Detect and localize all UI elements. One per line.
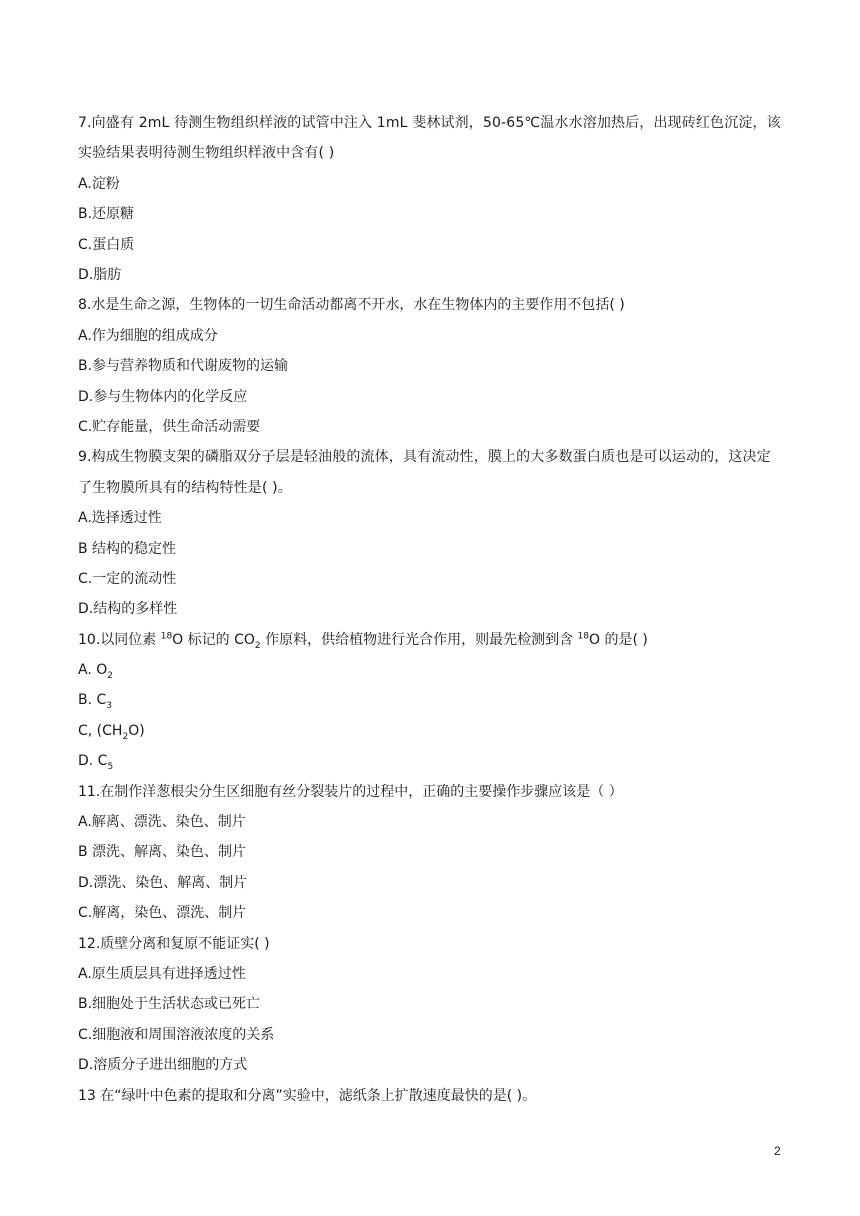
question-12-option-b: B.细胞处于生活状态或已死亡 <box>78 996 261 1013</box>
question-10-option-c <box>78 716 784 746</box>
question-8-option-1: A.作为细胞的组成成分 <box>78 327 218 344</box>
q10-co2-sub: 2 <box>254 640 261 651</box>
question-7-option-c: C.蛋白质 <box>78 236 135 253</box>
question-10-option-b <box>78 685 784 715</box>
question-12-option-c: C.细胞液和周围溶液浓度的关系 <box>78 1026 275 1043</box>
question-11-stem: 11.在制作洋葱根尖分生区细胞有丝分裂装片的过程中，正确的主要操作步骤应该是（ ） <box>78 783 623 800</box>
question-7-option-b: B.还原糖 <box>78 206 135 223</box>
question-8-option-3: D.参与生物体内的化学反应 <box>78 388 248 405</box>
page-content <box>78 108 784 1111</box>
question-10-option-d <box>78 746 784 776</box>
question-12-option-d: D.溶质分子进出细胞的方式 <box>78 1057 248 1074</box>
question-7-stem: 7.向盛有 2mL 待测生物组织样液的试管中注入 1mL 斐林试剂，50-65℃温水水溶加热后，出现砖红色沉淀，该实验结果表明待测生物组织样液中含有( ) <box>78 115 781 162</box>
question-8-option-4: C.贮存能量，供生命活动需要 <box>78 418 261 435</box>
q10-c-text-1: C, (CH <box>78 722 123 739</box>
q10-b-sub: 3 <box>106 701 113 712</box>
q10-c-text-2: O) <box>128 722 145 739</box>
q10-text-1: 10.以同位素 <box>78 631 161 648</box>
q10-a-sub: 2 <box>107 670 113 681</box>
question-7-option-d: D.脂肪 <box>78 266 122 283</box>
question-9-option-b: B 结构的稳定性 <box>78 540 177 557</box>
q10-a-text: A. O <box>78 662 108 679</box>
question-9-option-d: D.结构的多样性 <box>78 601 178 618</box>
question-10-stem <box>78 625 784 655</box>
question-7-option-a: A.淀粉 <box>78 175 120 192</box>
q10-isotope-sup-1: 18 <box>160 631 173 642</box>
question-12-stem: 12.质壁分离和复原不能证实( ) <box>78 935 270 952</box>
q10-text-4: O 的是( ) <box>588 631 648 648</box>
question-9-option-c: C.一定的流动性 <box>78 570 177 587</box>
question-9-stem: 9.构成生物膜支架的磷脂双分子层是轻油般的流体，具有流动性，膜上的大多数蛋白质也是可以运动的，这决定了生物膜所具有的结构特性是( )。 <box>78 449 771 496</box>
question-11-option-1: A.解离、漂洗、染色、制片 <box>78 814 246 831</box>
question-11-option-4: C.解离，染色、漂洗、制片 <box>78 905 247 922</box>
question-10-option-a <box>78 655 784 685</box>
question-9-option-a: A.选择透过性 <box>78 510 162 527</box>
question-12-option-a: A.原生质层具有进择透过性 <box>78 966 246 982</box>
q10-text-3: 作原料，供给植物进行光合作用，则最先检测到含 <box>260 631 578 648</box>
q10-text-2: O 标记的 CO <box>172 631 255 648</box>
question-13-stem: 13 在“绿叶中色素的提取和分离”实验中，滤纸条上扩散速度最快的是( )。 <box>78 1087 537 1104</box>
q10-d-sub: 5 <box>107 762 114 773</box>
page-number: 2 <box>774 1144 781 1158</box>
q10-d-text: D. C <box>78 753 108 770</box>
q10-isotope-sup-2: 18 <box>577 631 589 642</box>
question-8-stem: 8.水是生命之源，生物体的一切生命活动都离不开水，水在生物体内的主要作用不包括( ) <box>78 297 625 314</box>
question-11-option-3: D.漂洗、染色、解离、制片 <box>78 874 248 891</box>
q10-b-text: B. C <box>78 692 107 709</box>
question-8-option-2: B.参与营养物质和代谢废物的运输 <box>78 358 289 375</box>
q10-c-sub: 2 <box>122 731 129 742</box>
question-11-option-2: B 漂洗、解离、染色、制片 <box>78 844 247 861</box>
